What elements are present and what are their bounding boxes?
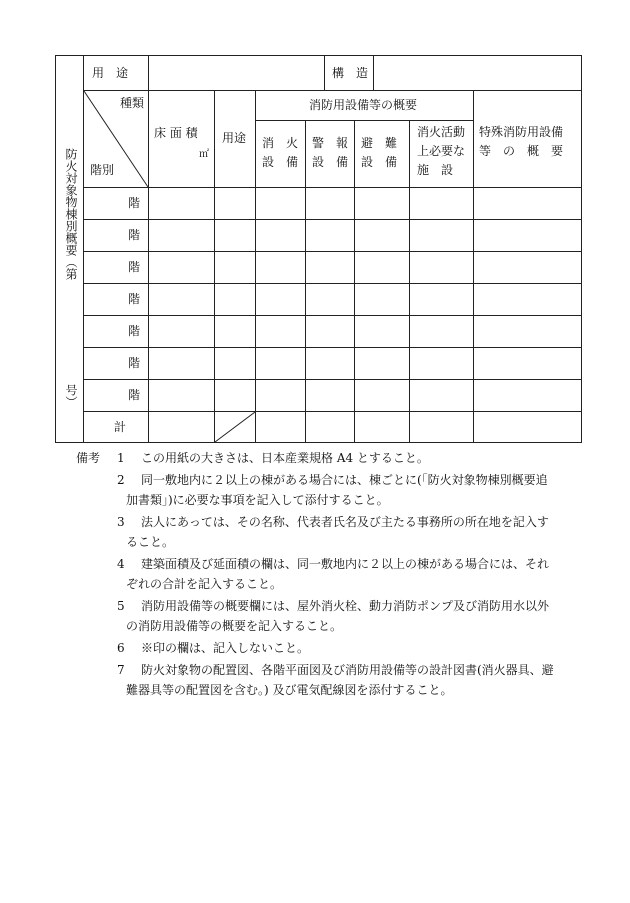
note-text: 建築面積及び延面積の欄は、同一敷地内に２以上の棟がある場合には、それ bbox=[141, 557, 550, 571]
row-divider bbox=[83, 219, 581, 220]
form-side-number: 号） bbox=[64, 384, 78, 408]
note-number: 7 bbox=[117, 663, 125, 677]
form-side-title: 防火対象物棟別概要（第 bbox=[64, 148, 78, 280]
column-divider bbox=[324, 56, 325, 90]
fire-prevention-building-form bbox=[55, 55, 582, 443]
note-text: 同一敷地内に２以上の棟がある場合には、棟ごとに(「防火対象物棟別概要追 bbox=[141, 473, 548, 487]
note-number: 2 bbox=[117, 473, 125, 487]
note-item bbox=[68, 514, 588, 550]
note-text-continued: ること。 bbox=[126, 535, 175, 549]
note-number: 1 bbox=[117, 451, 125, 465]
note-text-continued: 難器具等の配置図を含む。) 及び電気配線図を添付すること。 bbox=[126, 683, 453, 697]
equipment-summary-label: 消防用設備等の概要 bbox=[309, 98, 418, 112]
structure-label: 構 造 bbox=[332, 66, 369, 80]
note-text-continued: の消防用設備等の概要を記入すること。 bbox=[126, 619, 343, 633]
column-divider bbox=[214, 90, 215, 442]
note-number: 4 bbox=[117, 557, 125, 571]
note-text: ※印の欄は、記入しないこと。 bbox=[141, 641, 310, 655]
firefighting-label-line1: 消火活動 bbox=[417, 125, 466, 139]
note-text: 防火対象物の配置図、各階平面図及び消防用設備等の設計図書(消火器具、避 bbox=[141, 663, 554, 677]
note-text: この用紙の大きさは、日本産業規格 A4 とすること。 bbox=[141, 451, 429, 465]
note-item bbox=[68, 556, 588, 592]
row-divider bbox=[83, 347, 581, 348]
fire-extinguish-label-line1: 消 火 bbox=[262, 136, 299, 150]
notes-heading: 備考 bbox=[76, 451, 101, 465]
row-divider bbox=[83, 90, 581, 91]
column-divider bbox=[305, 120, 306, 442]
kind-label: 種類 bbox=[120, 96, 145, 110]
note-text: 法人にあっては、その名称、代表者氏名及び主たる事務所の所在地を記入す bbox=[141, 515, 549, 529]
floor-row-label: 階 bbox=[128, 356, 141, 370]
note-item bbox=[68, 662, 588, 698]
column-divider bbox=[373, 56, 374, 90]
floor-row-label: 階 bbox=[128, 260, 141, 274]
floor-row-label: 階 bbox=[128, 196, 141, 210]
note-item bbox=[68, 472, 588, 508]
firefighting-label-line3: 施 設 bbox=[417, 163, 454, 177]
use-column-label: 用途 bbox=[222, 131, 247, 145]
row-divider bbox=[83, 251, 581, 252]
column-divider bbox=[473, 90, 474, 442]
special-label-line1: 特殊消防用設備 bbox=[479, 125, 564, 139]
floor-row-label: 階 bbox=[128, 228, 141, 242]
firefighting-label-line2: 上必要な bbox=[417, 144, 466, 158]
alarm-label-line2: 設 備 bbox=[312, 155, 349, 169]
column-divider bbox=[354, 120, 355, 442]
note-text-continued: 加書類」)に必要な事項を記入して添付すること。 bbox=[126, 493, 389, 507]
row-divider bbox=[83, 411, 581, 412]
evacuation-label-line1: 避 難 bbox=[361, 136, 398, 150]
floor-row-label: 階 bbox=[128, 388, 141, 402]
row-divider bbox=[83, 379, 581, 380]
notes-section bbox=[68, 450, 588, 704]
floor-label: 階別 bbox=[90, 163, 115, 177]
column-divider bbox=[409, 120, 410, 442]
column-divider bbox=[255, 90, 256, 442]
note-text: 消防用設備等の概要欄には、屋外消火栓、動力消防ポンプ及び消防用水以外 bbox=[141, 599, 550, 613]
note-item bbox=[68, 598, 588, 634]
fire-extinguish-label-line2: 設 備 bbox=[262, 155, 299, 169]
row-divider bbox=[83, 283, 581, 284]
alarm-label-line1: 警 報 bbox=[312, 136, 349, 150]
use-label: 用 途 bbox=[92, 66, 129, 80]
special-label-line2: 等 の 概 要 bbox=[479, 144, 564, 158]
note-number: 5 bbox=[117, 599, 125, 613]
row-divider bbox=[83, 187, 581, 188]
total-label: 計 bbox=[114, 420, 127, 434]
note-number: 6 bbox=[117, 641, 125, 655]
note-number: 3 bbox=[117, 515, 125, 529]
floor-area-label: 床 面 積 bbox=[154, 126, 198, 140]
floor-row-label: 階 bbox=[128, 324, 141, 338]
note-item bbox=[68, 450, 588, 466]
total-diagonal bbox=[214, 411, 256, 443]
evacuation-label-line2: 設 備 bbox=[361, 155, 398, 169]
row-divider bbox=[255, 120, 473, 121]
floor-row-label: 階 bbox=[128, 292, 141, 306]
note-item bbox=[68, 640, 588, 656]
row-divider bbox=[83, 315, 581, 316]
note-text-continued: ぞれの合計を記入すること。 bbox=[126, 577, 283, 591]
floor-area-unit: ㎡ bbox=[199, 149, 209, 160]
